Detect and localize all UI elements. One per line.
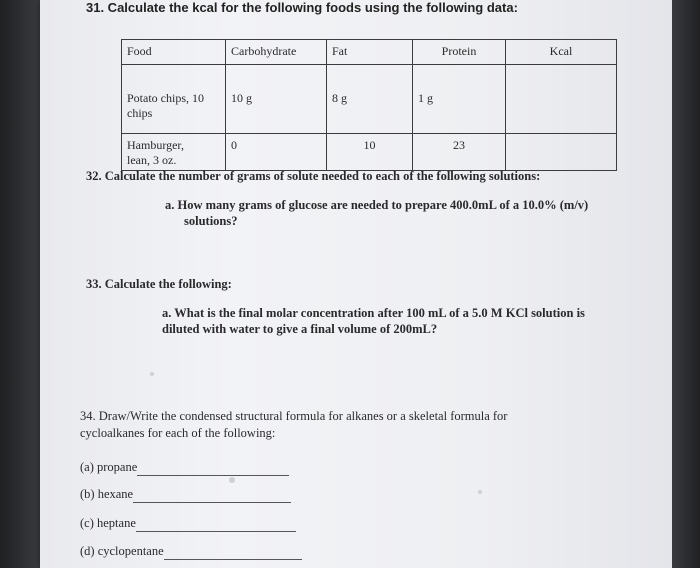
- paper-smudge: [150, 372, 154, 376]
- answer-blank-line[interactable]: [164, 547, 302, 560]
- answer-blank-line[interactable]: [133, 490, 291, 503]
- cell-kcal[interactable]: [506, 65, 617, 134]
- food-name: Hamburger, lean, 3 oz.: [127, 138, 184, 167]
- answer-item-propane: [80, 459, 289, 476]
- header-food: Food: [122, 40, 226, 65]
- cell-food: [122, 65, 226, 134]
- paper-smudge: [478, 490, 482, 494]
- photo-dark-right-edge: [672, 0, 700, 568]
- question-34-title-line1: 34. Draw/Write the condensed structural formula for alkanes or a skeletal formula for: [80, 409, 508, 423]
- table-row: [122, 134, 617, 171]
- cell-carbohydrate: 0: [226, 134, 327, 171]
- header-fat: Fat: [327, 40, 413, 65]
- cell-protein: 23: [413, 134, 506, 171]
- question-32a-line2: solutions?: [184, 214, 238, 228]
- table-row: [122, 65, 617, 134]
- cell-fat: 8 g: [327, 65, 413, 134]
- cell-food: [122, 134, 226, 171]
- answer-item-cyclopentane: [80, 543, 302, 560]
- question-33a-line1: a. What is the final molar concentration after 100 mL of a 5.0 M KCl solution is: [162, 306, 585, 320]
- paper-smudge: [229, 477, 235, 483]
- item-label: (d) cyclopentane: [80, 544, 164, 558]
- header-carbohydrate: Carbohydrate: [226, 40, 327, 65]
- item-label: (b) hexane: [80, 487, 134, 501]
- nutrition-table: [121, 39, 617, 171]
- question-33a-line2: diluted with water to give a final volume of 200mL?: [162, 322, 438, 336]
- item-label: (c) heptane: [80, 516, 136, 530]
- header-protein: Protein: [413, 40, 506, 65]
- question-32-title: 32. Calculate the number of grams of solute needed to each of the following solutions:: [86, 169, 541, 183]
- header-kcal: Kcal: [506, 40, 617, 65]
- photo-dark-left-edge: [0, 0, 40, 568]
- cell-fat: 10: [327, 134, 413, 171]
- food-name: Potato chips, 10 chips: [127, 91, 204, 120]
- question-31-title: 31. Calculate the kcal for the following foods using the following data:: [86, 0, 518, 15]
- answer-item-heptane: [80, 515, 296, 532]
- cell-kcal[interactable]: [506, 134, 617, 171]
- answer-blank-line[interactable]: [136, 519, 296, 532]
- item-label: (a) propane: [80, 460, 138, 474]
- question-34-title-line2: cycloalkanes for each of the following:: [80, 426, 276, 440]
- answer-item-hexane: [80, 486, 291, 503]
- answer-blank-line[interactable]: [137, 463, 289, 476]
- question-33-title: 33. Calculate the following:: [86, 277, 232, 291]
- question-32a-line1: a. How many grams of glucose are needed to prepare 400.0mL of a 10.0% (m/v): [165, 198, 589, 212]
- cell-carbohydrate: 10 g: [226, 65, 327, 134]
- table-header-row: [122, 40, 617, 65]
- cell-protein: 1 g: [413, 65, 506, 134]
